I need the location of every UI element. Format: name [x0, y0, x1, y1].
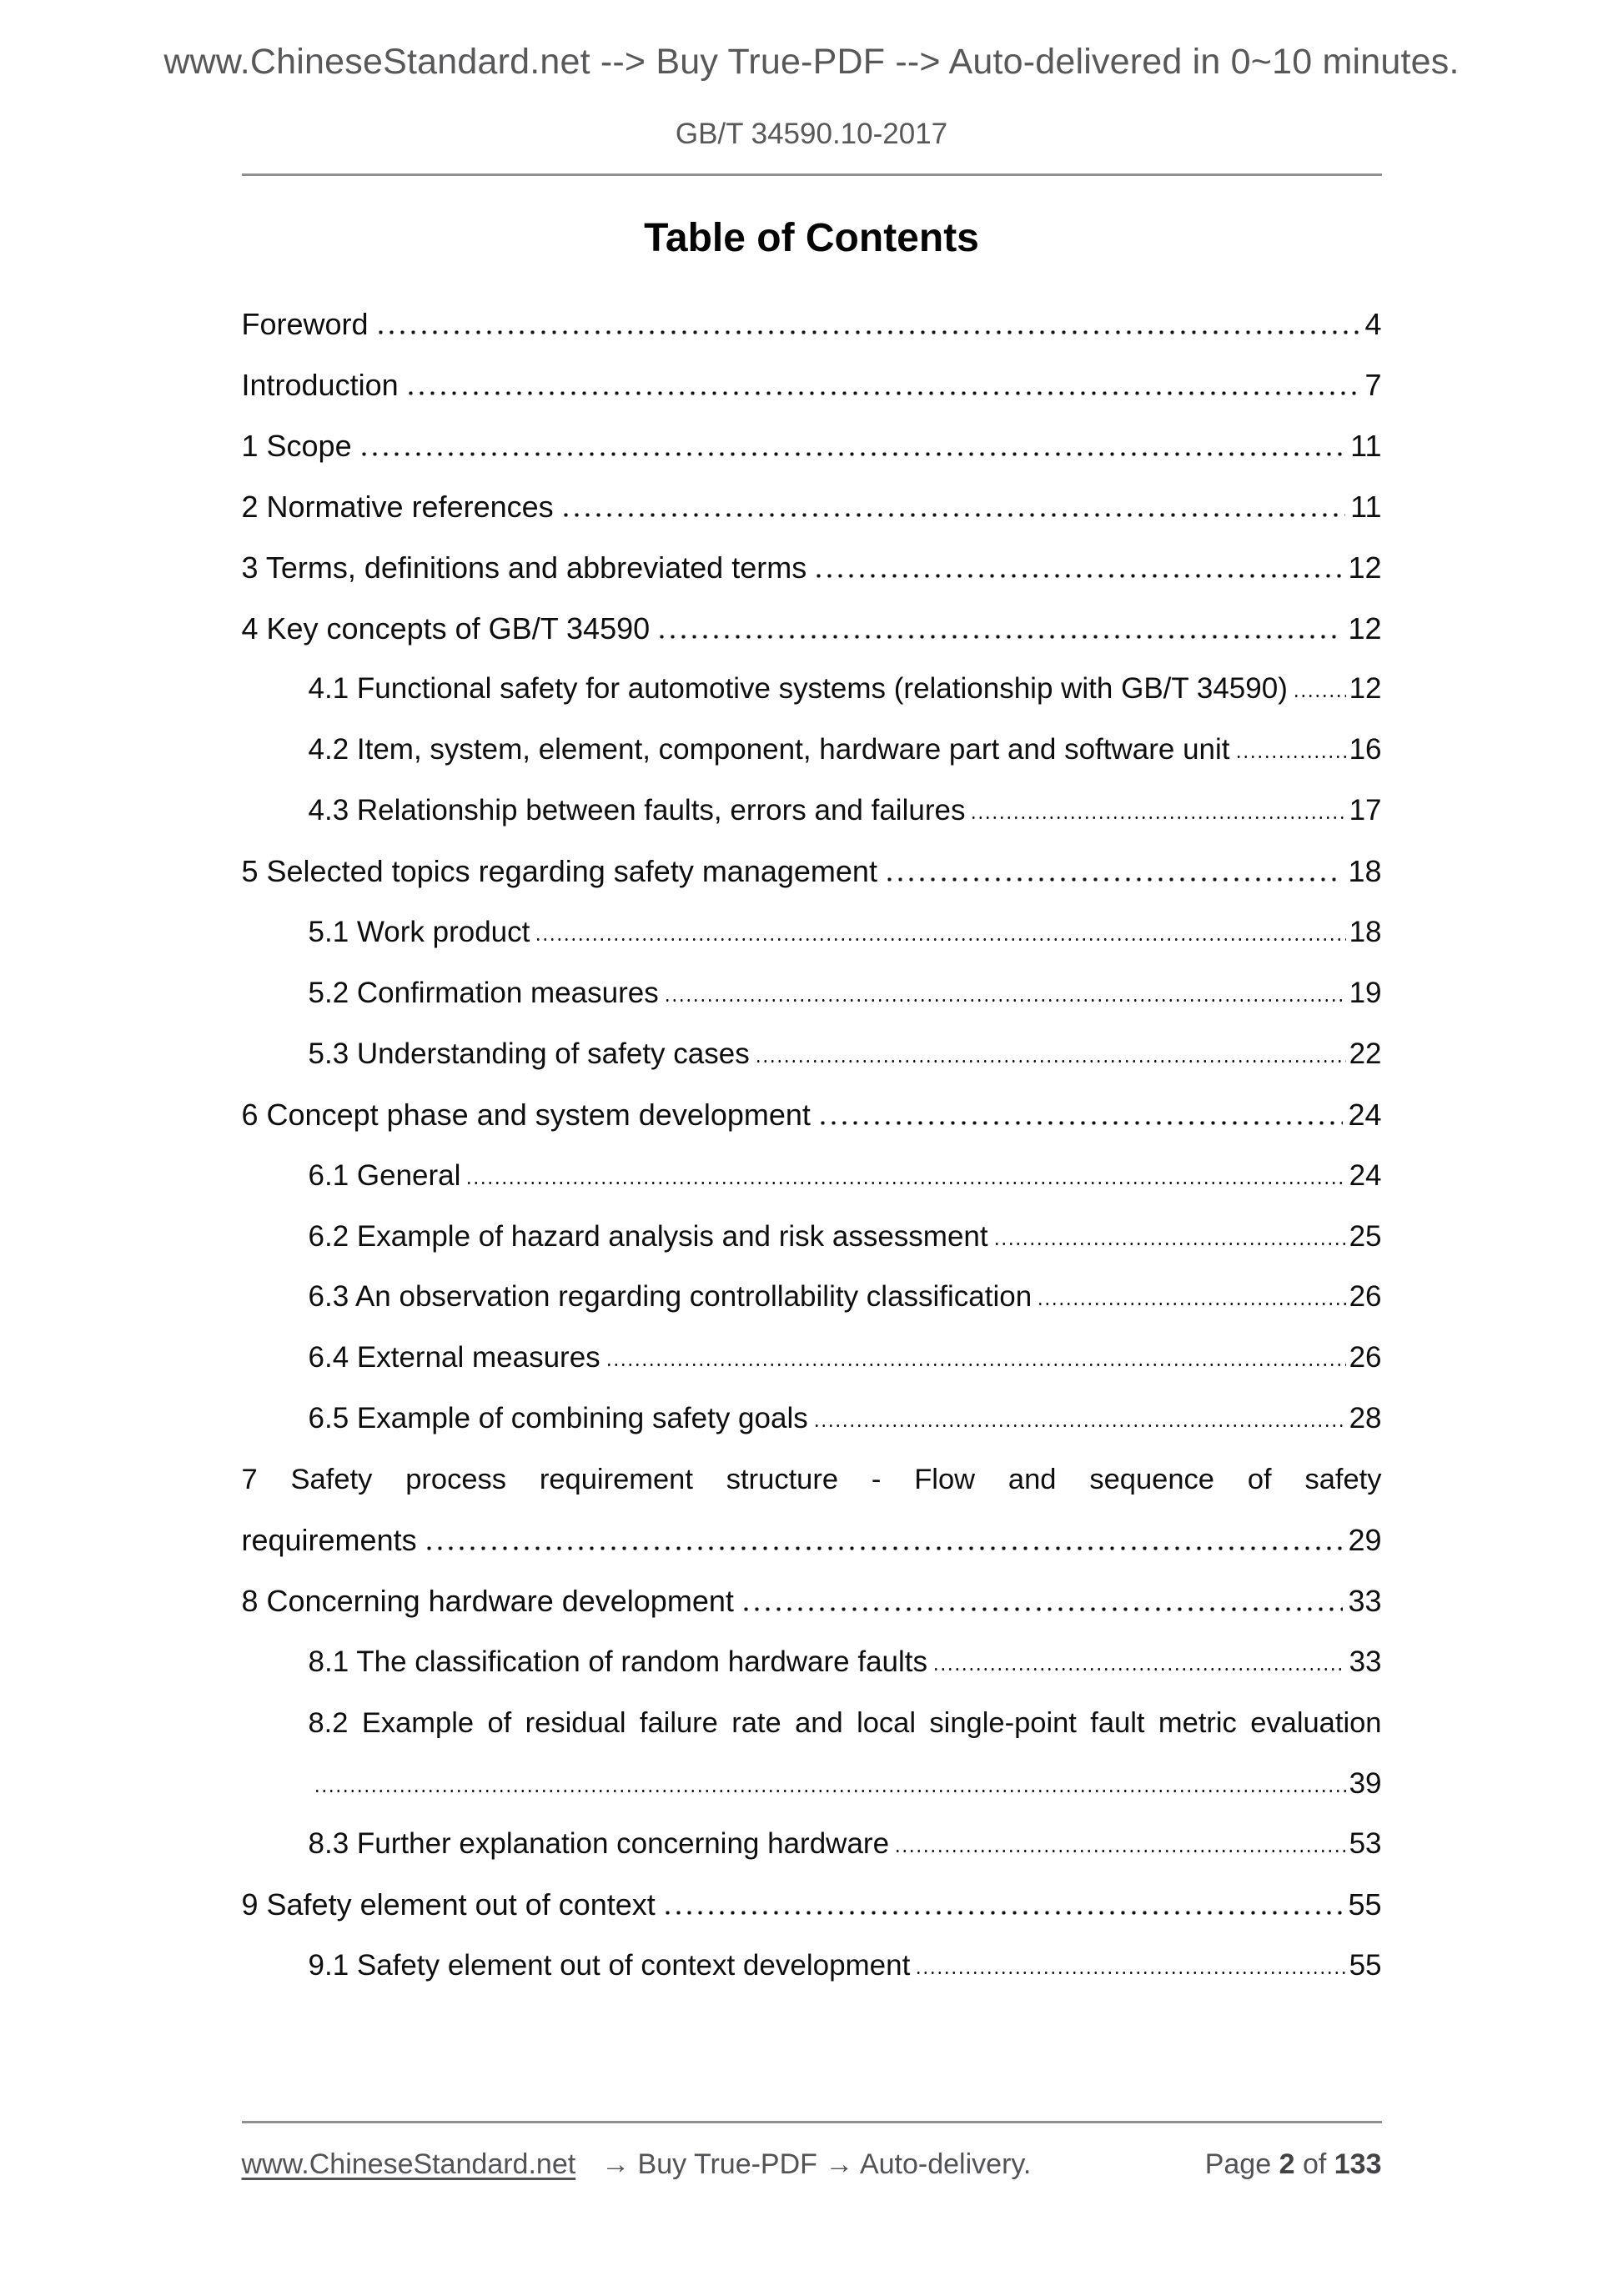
toc-page-number: 25	[1349, 1219, 1382, 1253]
toc-dot-leader	[465, 1181, 1345, 1185]
toc-entry-label: 4 Key concepts of GB/T 34590	[241, 610, 651, 646]
toc-entry-label: 5 Selected topics regarding safety management	[241, 854, 877, 889]
toc-entry-label: 8 Concerning hardware development	[241, 1583, 734, 1618]
footer-arrow-icon: →	[601, 2148, 631, 2181]
toc-page-number: 22	[1349, 1037, 1382, 1070]
toc-entry	[242, 1389, 1382, 1449]
toc-dot-leader	[535, 937, 1345, 942]
toc-entry	[242, 477, 1382, 538]
toc-entry	[242, 538, 1382, 599]
toc-page-number: 18	[1349, 916, 1382, 949]
toc-entry	[242, 1936, 1382, 1997]
toc-entry	[242, 355, 1382, 416]
toc-dot-leader	[359, 452, 1346, 456]
toc-entry-label: 3 Terms, definitions and abbreviated terms	[241, 550, 807, 585]
toc-entry	[242, 416, 1382, 477]
toc-page-number: 18	[1348, 854, 1382, 889]
toc-page-number: 12	[1348, 610, 1382, 646]
toc-page-number: 55	[1348, 1887, 1382, 1922]
toc-entry	[242, 1632, 1382, 1693]
toc-entry-label: 4.3 Relationship between faults, errors and failures	[308, 794, 966, 827]
toc-dot-leader	[314, 1789, 1346, 1793]
toc-entry	[242, 294, 1382, 355]
footer-arrow-icon: →	[825, 2148, 854, 2181]
toc-page-number: 26	[1349, 1341, 1382, 1374]
toc-page-number: 11	[1350, 489, 1382, 524]
toc-entry	[242, 599, 1382, 660]
toc-page-number: 33	[1349, 1645, 1382, 1678]
toc-entry	[242, 1875, 1382, 1936]
toc-entry	[242, 1754, 1382, 1815]
toc-entry-label: 1 Scope	[241, 428, 352, 463]
toc-entry-label: 5.3 Understanding of safety cases	[308, 1037, 750, 1070]
toc-page-number: 26	[1349, 1280, 1382, 1314]
footer-site-link[interactable]: www.ChineseStandard.net	[241, 2148, 576, 2181]
toc-entry-wrapped-line1: 7 Safety process requirement structure - Flow and sequence of safety	[241, 1464, 1382, 1496]
toc-dot-leader	[894, 1849, 1346, 1853]
toc-entry-wrapped-line1: 8.2 Example of residual failure rate and local single-point fault metric evaluation	[308, 1706, 1382, 1739]
footer-page-current: 2	[1279, 2148, 1295, 2181]
toc-dot-leader	[560, 513, 1345, 517]
toc-dot-leader	[656, 635, 1343, 639]
toc-page-number: 12	[1348, 550, 1382, 585]
toc-entry	[242, 1146, 1382, 1207]
toc-dot-leader	[932, 1667, 1346, 1671]
toc-entry	[242, 1207, 1382, 1268]
footer-page-word: Page	[1204, 2148, 1272, 2181]
toc-entry	[242, 781, 1382, 842]
footer-page-indicator	[1205, 2147, 1382, 2182]
toc-page-number: 24	[1349, 1158, 1382, 1192]
toc-dot-leader	[741, 1607, 1344, 1611]
toc-dot-leader	[1235, 755, 1346, 759]
footer-rule	[242, 2121, 1382, 2123]
footer-of-word: of	[1302, 2148, 1327, 2181]
toc-entry-label: Introduction	[241, 368, 399, 403]
toc-page-number: 55	[1349, 1949, 1382, 1982]
toc-entry	[242, 1510, 1382, 1571]
toc-entry-label: 6.5 Example of combining safety goals	[308, 1402, 808, 1435]
page-footer	[242, 2147, 1382, 2182]
footer-buy-text: Buy True-PDF	[637, 2148, 817, 2181]
toc-dot-leader	[813, 574, 1343, 578]
toc-page-number: 12	[1349, 672, 1382, 706]
toc-entry	[242, 1814, 1382, 1875]
toc-dot-leader	[993, 1242, 1346, 1246]
toc-entry-label: Foreword	[241, 307, 369, 342]
toc-page-number: 4	[1364, 307, 1382, 342]
toc-entry-label: 5.1 Work product	[308, 916, 530, 949]
toc-dot-leader	[884, 877, 1344, 882]
toc-dot-leader	[405, 391, 1360, 395]
toc-entry-label: 8.1 The classification of random hardware faults	[308, 1645, 928, 1678]
toc-dot-leader	[1037, 1302, 1345, 1306]
toc-entry-label: 2 Normative references	[241, 489, 554, 524]
toc-dot-leader	[662, 1911, 1344, 1915]
toc-page-number: 29	[1348, 1522, 1382, 1557]
table-of-contents	[242, 294, 1382, 1997]
toc-dot-leader	[424, 1546, 1344, 1550]
toc-page-number: 53	[1349, 1827, 1382, 1861]
toc-page-number: 24	[1348, 1097, 1382, 1132]
toc-entry	[242, 1024, 1382, 1085]
toc-page-number: 16	[1349, 733, 1382, 766]
toc-dot-leader	[970, 816, 1345, 820]
toc-entry	[242, 842, 1382, 902]
toc-entry	[242, 1085, 1382, 1146]
toc-dot-leader	[817, 1121, 1344, 1125]
footer-promo	[242, 2147, 1032, 2182]
toc-page-number: 28	[1349, 1402, 1382, 1435]
footer-delivery-text: Auto-delivery.	[859, 2148, 1032, 2181]
toc-dot-leader	[605, 1363, 1346, 1367]
toc-entry-label: 9 Safety element out of context	[241, 1887, 656, 1922]
toc-dot-leader	[813, 1424, 1346, 1428]
toc-entry-label: 5.2 Confirmation measures	[308, 976, 659, 1009]
toc-entry	[242, 659, 1382, 720]
toc-entry	[242, 963, 1382, 1024]
toc-entry	[242, 1267, 1382, 1328]
toc-dot-leader	[755, 1059, 1346, 1063]
toc-entry-label: 6.2 Example of hazard analysis and risk assessment	[308, 1219, 988, 1253]
toc-dot-leader	[375, 330, 1360, 334]
toc-entry	[242, 720, 1382, 781]
document-number: GB/T 34590.10-2017	[675, 118, 948, 151]
toc-page-number: 11	[1350, 428, 1382, 463]
toc-dot-leader	[664, 998, 1346, 1002]
toc-entry-label: 4.2 Item, system, element, component, hardware part and software unit	[308, 733, 1230, 766]
toc-entry	[242, 1571, 1382, 1632]
toc-page-number: 33	[1348, 1583, 1382, 1618]
header-promo-line: www.ChineseStandard.net --> Buy True-PDF --> Auto-delivered in 0~10 minutes.	[163, 42, 1460, 82]
toc-dot-leader	[1293, 694, 1346, 698]
toc-dot-leader	[915, 1971, 1345, 1975]
page-title: Table of Contents	[644, 216, 979, 261]
toc-page-number: 17	[1349, 794, 1382, 827]
toc-entry-label: 9.1 Safety element out of context development	[308, 1949, 911, 1982]
toc-entry-label: 6.4 External measures	[308, 1341, 600, 1374]
toc-page-number: 39	[1349, 1766, 1382, 1800]
toc-entry	[242, 1328, 1382, 1389]
toc-entry-label: 8.3 Further explanation concerning hardware	[308, 1827, 890, 1861]
header-rule	[242, 173, 1382, 176]
page-content	[242, 173, 1382, 2182]
toc-entry	[242, 902, 1382, 963]
toc-page-number: 7	[1364, 368, 1382, 403]
toc-entry-label: 4.1 Functional safety for automotive systems (relationship with GB/T 34590)	[308, 672, 1288, 706]
toc-page-number: 19	[1349, 976, 1382, 1009]
toc-entry-label: requirements	[241, 1522, 417, 1557]
footer-page-total: 133	[1334, 2148, 1382, 2181]
toc-entry-label: 6.3 An observation regarding controllability classification	[308, 1280, 1033, 1314]
toc-entry-label: 6.1 General	[308, 1158, 461, 1192]
toc-entry-label: 6 Concept phase and system development	[241, 1097, 811, 1132]
